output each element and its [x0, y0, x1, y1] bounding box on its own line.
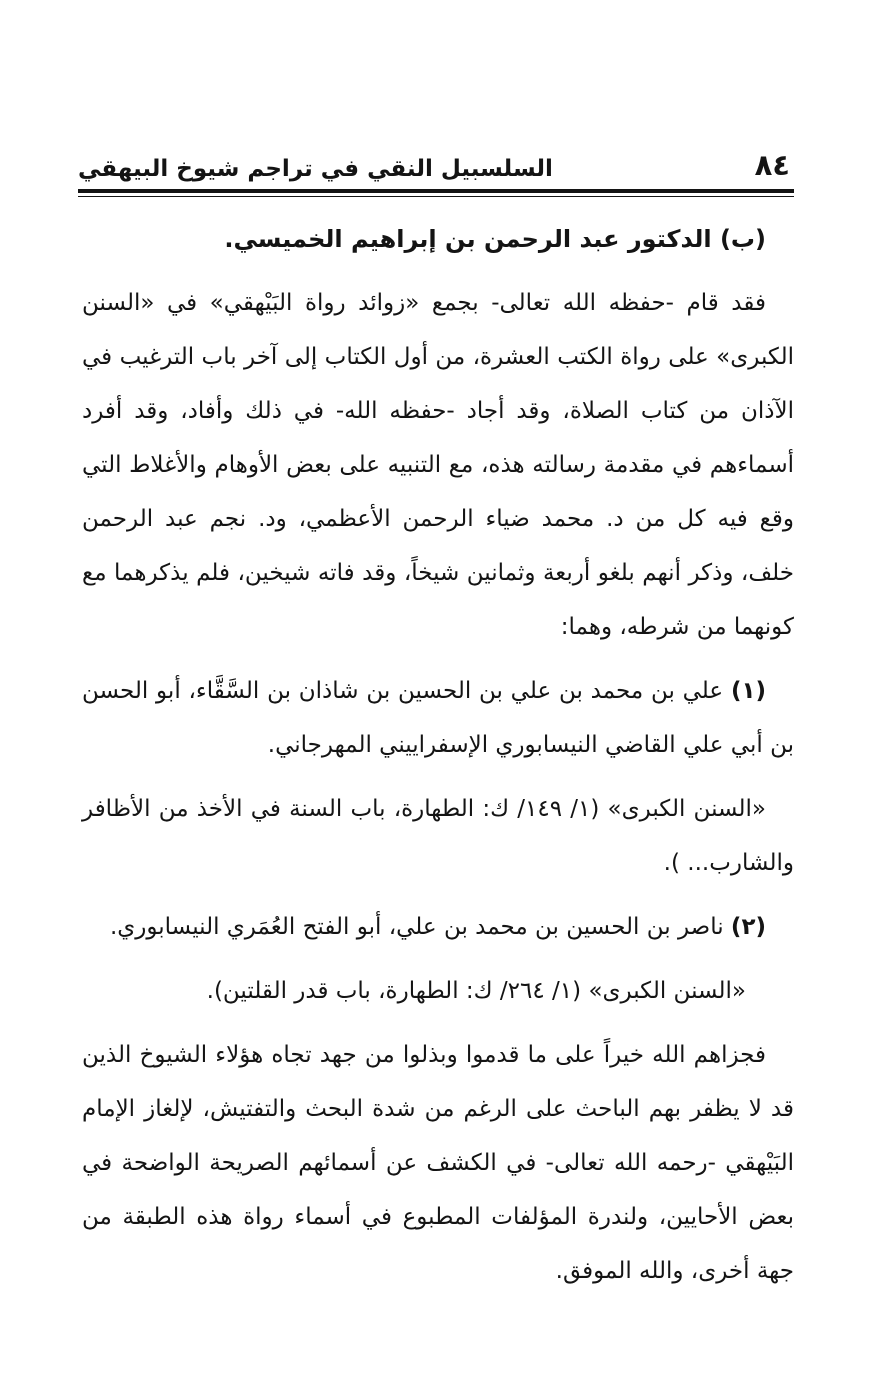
- intro-paragraph: فقد قام -حفظه الله تعالى- بجمع «زوائد رواة البَيْهقي» في «السنن الكبرى» على رواة الكتب العشرة، من أول الكتاب إلى آخر باب الترغيب في الآذان من كتاب الصلاة، وقد أجاد -حفظه الله- في ذلك وأفاد، وقد أفرد أسماءهم في مقدمة رسالته هذه، مع التنبيه على بعض الأوهام والأغلاط التي وقع فيه كل من د. محمد ضياء الرحمن الأعظمي، ود. نجم عبد الرحمن خلف، وذكر أنهم بلغو أربعة وثمانين شيخاً، وقد فاته شيخين، فلم يذكرهما مع كونهما من شرطه، وهما:: [82, 290, 794, 640]
- entry-1-number: (١): [730, 678, 767, 704]
- entry-1-citation: «السنن الكبرى» (١/ ١٤٩/ ك: الطهارة، باب السنة في الأخذ من الأظافر والشارب... ).: [82, 796, 794, 876]
- section-heading: (ب) الدكتور عبد الرحمن بن إبراهيم الخميسي.: [224, 225, 766, 253]
- header-rule-thin: [78, 196, 794, 197]
- closing-paragraph: فجزاهم الله خيراً على ما قدموا وبذلوا من جهد تجاه هؤلاء الشيوخ الذين قد لا يظفر بهم الباحث على الرغم من شدة البحث والتفتيش، لإلغاز الإمام البَيْهقي -رحمه الله تعالى- في الكشف عن أسمائهم الصريحة الواضحة في بعض الأحايين، ولندرة المؤلفات المطبوع في أسماء رواة هذه الطبقة من جهة أخرى، والله الموفق.: [82, 1042, 794, 1284]
- running-header-title: السلسبيل النقي في تراجم شيوخ البيهقي: [78, 156, 553, 182]
- entry-2: [82, 900, 794, 954]
- page-number: ٨٤: [754, 148, 790, 182]
- header-rule: [78, 189, 794, 193]
- running-header: [78, 148, 794, 190]
- page-body: [82, 212, 794, 1308]
- entry-2-number: (٢): [730, 914, 766, 940]
- entry-2-citation: «السنن الكبرى» (١/ ٢٦٤/ ك: الطهارة، باب قدر القلتين).: [206, 978, 746, 1004]
- entry-1-text: علي بن محمد بن علي بن الحسين بن شاذان بن السَّقَّاء، أبو الحسن بن أبي علي القاضي النيسابوري الإسفراييني المهرجاني.: [82, 678, 794, 758]
- entry-1: [82, 664, 794, 772]
- entry-2-text: ناصر بن الحسين بن محمد بن علي، أبو الفتح العُمَري النيسابوري.: [109, 914, 724, 940]
